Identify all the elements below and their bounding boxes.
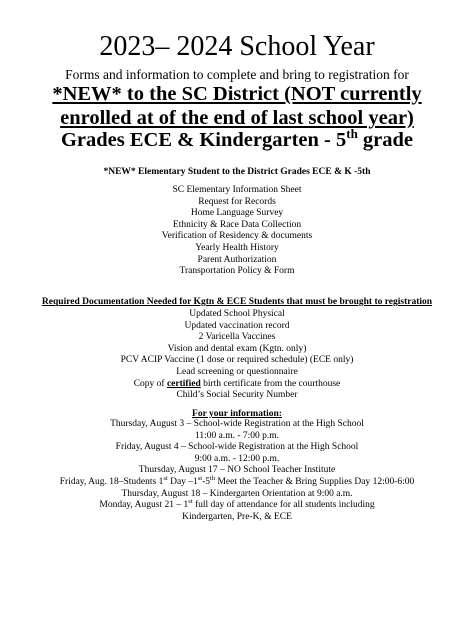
headline-grades-sup: th xyxy=(346,126,358,142)
schedule-text: Meet the Teacher & Bring Supplies Day 12:00-6:00 xyxy=(215,476,415,487)
info-schedule-list xyxy=(0,419,474,523)
page-subtitle: Forms and information to complete and bring to registration for xyxy=(65,67,409,82)
headline-grade-word: grade xyxy=(357,129,414,151)
schedule-text: Monday, August 21 – 1 xyxy=(99,500,189,511)
schedule-line: Thursday, August 18 – Kindergarten Orientation at 9:00 a.m. xyxy=(121,488,353,499)
ordinal-sup: st xyxy=(163,474,168,482)
required-docs-section-title: Required Documentation Needed for Kgtn & ECE Students that must be brought to registration xyxy=(41,297,433,307)
schedule-line: 9:00 a.m. - 12:00 p.m. xyxy=(194,453,280,464)
ordinal-sup: st xyxy=(188,498,193,505)
ordinal-sup: th xyxy=(210,474,216,482)
list-item: Parent Authorization xyxy=(197,254,277,265)
schedule-line: Thursday, August 3 – School-wide Registration at the High School xyxy=(110,419,364,429)
schedule-line: Thursday, August 17 – NO School Teacher Institute xyxy=(138,465,336,476)
page-title: 2023– 2024 School Year xyxy=(99,31,375,62)
list-item: Request for Records xyxy=(198,196,276,207)
headline-line-2: enrolled at of the end of last school year) xyxy=(60,107,414,129)
ordinal-sup: st xyxy=(197,474,203,482)
list-item: Updated School Physical xyxy=(189,309,285,319)
cert-text-pre: Copy of xyxy=(133,378,167,389)
schedule-line: Friday, August 4 – School-wide Registration at the High School xyxy=(115,442,359,453)
certified-word: certified xyxy=(166,378,201,389)
list-item: Lead screening or questionnaire xyxy=(176,366,298,377)
schedule-line: 11:00 a.m. - 7:00 p.m. xyxy=(194,430,280,441)
schedule-text: full day of attendance for all students including xyxy=(192,500,375,511)
schedule-line-full-day xyxy=(0,500,474,512)
list-item: Yearly Health History xyxy=(195,242,279,253)
list-item: SC Elementary Information Sheet xyxy=(172,185,302,195)
schedule-line-first-day xyxy=(0,474,474,489)
info-section-title: For your information: xyxy=(192,409,282,419)
schedule-text: Day –1 xyxy=(167,476,198,487)
list-item-birth-certificate xyxy=(0,379,474,391)
list-item: Home Language Survey xyxy=(190,208,284,219)
new-student-section-title: *NEW* Elementary Student to the District Grades ECE & K -5th xyxy=(103,167,371,177)
list-item: Ethnicity & Race Data Collection xyxy=(172,219,302,230)
schedule-text: -5 xyxy=(202,476,211,487)
schedule-line: Kindergarten, Pre-K, & ECE xyxy=(182,511,292,522)
list-item: 2 Varicella Vaccines xyxy=(198,332,276,343)
list-item: Child’s Social Security Number xyxy=(176,390,298,401)
headline-line-1: *NEW* to the SC District (NOT currently xyxy=(52,83,422,105)
list-item: PCV ACIP Vaccine (1 dose or required schedule) (ECE only) xyxy=(120,355,354,366)
required-docs-list xyxy=(0,309,474,402)
new-student-forms-list xyxy=(0,185,474,278)
headline-line-3 xyxy=(0,128,474,153)
list-item: Vision and dental exam (Kgtn. only) xyxy=(167,343,307,354)
schedule-text: Friday, Aug. 18–Students 1 xyxy=(59,476,164,487)
list-item: Verification of Residency & documents xyxy=(161,231,313,242)
list-item: Updated vaccination record xyxy=(184,320,290,331)
list-item: Transportation Policy & Form xyxy=(179,266,295,277)
cert-text-post: birth certificate from the courthouse xyxy=(200,378,341,389)
headline-grades: Grades ECE & Kindergarten - 5 xyxy=(60,129,347,151)
